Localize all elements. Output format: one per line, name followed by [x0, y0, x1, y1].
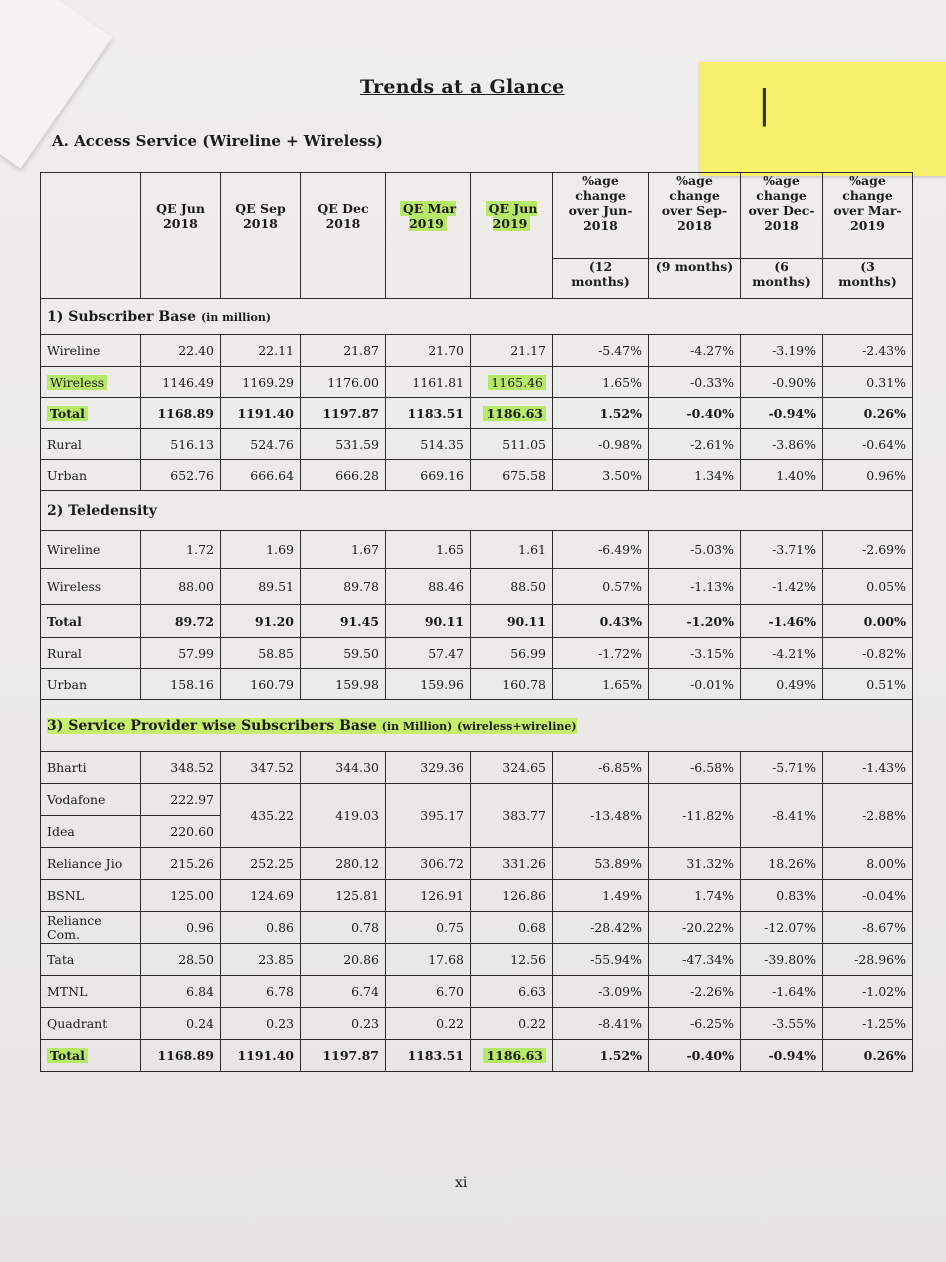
cell: 1.72: [141, 531, 221, 569]
cell: 31.32%: [649, 848, 741, 880]
cell: [471, 398, 553, 429]
cell: -11.82%: [649, 784, 741, 848]
cell: 1168.89: [141, 398, 221, 429]
cell: -3.15%: [649, 638, 741, 669]
cell: 666.28: [301, 460, 386, 491]
cell: -13.48%: [553, 784, 649, 848]
row-label: [41, 367, 141, 398]
cell: 0.86: [221, 912, 301, 944]
cell: 6.70: [386, 976, 471, 1008]
cell: 0.96%: [823, 460, 913, 491]
col-qe-mar-2019-label: QE Mar 2019: [400, 201, 456, 231]
cell: 1.61: [471, 531, 553, 569]
cell: 435.22: [221, 784, 301, 848]
col-qe-dec-2018: QE Dec 2018: [301, 173, 386, 299]
cell: -6.58%: [649, 752, 741, 784]
table-row: [41, 1040, 913, 1072]
cell: 516.13: [141, 429, 221, 460]
cell: 1197.87: [301, 398, 386, 429]
cell: 0.22: [386, 1008, 471, 1040]
cell: 91.20: [221, 605, 301, 638]
cell: -1.72%: [553, 638, 649, 669]
cell: 21.87: [301, 335, 386, 367]
cell: 1.40%: [741, 460, 823, 491]
col-qe-jun-2019: [471, 173, 553, 299]
cell: 324.65: [471, 752, 553, 784]
section-unit: (in Million): [381, 719, 453, 733]
section-subscriber-base: [41, 299, 913, 335]
section-provider-highlight: [47, 718, 577, 734]
cell: 160.79: [221, 669, 301, 700]
col-change-mar-2019: %age change over Mar-2019: [823, 173, 913, 259]
cell: 160.78: [471, 669, 553, 700]
cell: -8.41%: [741, 784, 823, 848]
row-label: Wireless: [41, 569, 141, 605]
sticky-note: [700, 62, 946, 176]
cell: 6.74: [301, 976, 386, 1008]
cell-highlight: 1186.63: [483, 406, 546, 421]
cell: -28.42%: [553, 912, 649, 944]
period-6-months: (6 months): [741, 259, 823, 299]
row-label-highlight: Wireless: [47, 375, 107, 390]
table-row: [41, 638, 913, 669]
cell: 252.25: [221, 848, 301, 880]
cell: 56.99: [471, 638, 553, 669]
cell: 348.52: [141, 752, 221, 784]
cell: 126.86: [471, 880, 553, 912]
cell: 1183.51: [386, 398, 471, 429]
cell: 159.98: [301, 669, 386, 700]
cell: 1.65%: [553, 367, 649, 398]
cell: 652.76: [141, 460, 221, 491]
col-change-dec-2018: %age change over Dec-2018: [741, 173, 823, 259]
row-label: Urban: [41, 460, 141, 491]
cell: -4.27%: [649, 335, 741, 367]
cell: 0.23: [221, 1008, 301, 1040]
cell: -1.25%: [823, 1008, 913, 1040]
cell: 1191.40: [221, 398, 301, 429]
cell: -4.21%: [741, 638, 823, 669]
cell: 57.99: [141, 638, 221, 669]
cell: -1.20%: [649, 605, 741, 638]
cell: 1.34%: [649, 460, 741, 491]
section-teledensity: 2) Teledensity: [41, 491, 913, 531]
row-label: Wireline: [41, 531, 141, 569]
header-row: [41, 173, 913, 259]
cell: -20.22%: [649, 912, 741, 944]
cell: -3.86%: [741, 429, 823, 460]
cell: 383.77: [471, 784, 553, 848]
provider-rows: [41, 848, 913, 1072]
cell: 531.59: [301, 429, 386, 460]
cell: -6.25%: [649, 1008, 741, 1040]
cell: 1183.51: [386, 1040, 471, 1072]
cell: 1161.81: [386, 367, 471, 398]
cell: 22.11: [221, 335, 301, 367]
cell: -0.94%: [741, 398, 823, 429]
teledensity-rows: [41, 531, 913, 700]
cell: 159.96: [386, 669, 471, 700]
period-3-months: (3 months): [823, 259, 913, 299]
cell: 215.26: [141, 848, 221, 880]
col-qe-sep-2018: QE Sep 2018: [221, 173, 301, 299]
row-label: Rural: [41, 429, 141, 460]
table-row: [41, 605, 913, 638]
cell: 17.68: [386, 944, 471, 976]
table-row: [41, 669, 913, 700]
table-row: [41, 531, 913, 569]
cell: -0.04%: [823, 880, 913, 912]
cell: 88.00: [141, 569, 221, 605]
cell: -8.67%: [823, 912, 913, 944]
row-label-highlight: Total: [47, 406, 88, 421]
cell: -2.61%: [649, 429, 741, 460]
row-label: Rural: [41, 638, 141, 669]
cell: 1169.29: [221, 367, 301, 398]
cell: 23.85: [221, 944, 301, 976]
row-label: Urban: [41, 669, 141, 700]
cell: -2.69%: [823, 531, 913, 569]
cell: 675.58: [471, 460, 553, 491]
row-label: Idea: [41, 816, 141, 848]
page-title: Trends at a Glance: [360, 76, 565, 98]
table-row: [41, 880, 913, 912]
cell: 124.69: [221, 880, 301, 912]
cell: 6.78: [221, 976, 301, 1008]
cell: -0.01%: [649, 669, 741, 700]
cell: 0.26%: [823, 398, 913, 429]
cell: -1.02%: [823, 976, 913, 1008]
cell: 91.45: [301, 605, 386, 638]
cell: -0.94%: [741, 1040, 823, 1072]
table-row: [41, 335, 913, 367]
cell: 0.05%: [823, 569, 913, 605]
cell: -28.96%: [823, 944, 913, 976]
cell: 0.22: [471, 1008, 553, 1040]
period-9-months: (9 months): [649, 259, 741, 299]
table-row: [41, 1008, 913, 1040]
cell: 344.30: [301, 752, 386, 784]
cell: 306.72: [386, 848, 471, 880]
table-row: [41, 367, 913, 398]
cell: 0.49%: [741, 669, 823, 700]
cell: -2.43%: [823, 335, 913, 367]
cell: -2.88%: [823, 784, 913, 848]
row-label: Total: [41, 605, 141, 638]
cell: 0.75: [386, 912, 471, 944]
cell-highlight: 1165.46: [488, 375, 546, 390]
cell: 0.68: [471, 912, 553, 944]
cell: 0.96: [141, 912, 221, 944]
cell: 53.89%: [553, 848, 649, 880]
cell: 12.56: [471, 944, 553, 976]
cell: -3.55%: [741, 1008, 823, 1040]
row-label: Bharti: [41, 752, 141, 784]
trends-table: [40, 172, 913, 1072]
cell: 0.57%: [553, 569, 649, 605]
cell: -1.64%: [741, 976, 823, 1008]
cell: -0.64%: [823, 429, 913, 460]
cell: -3.19%: [741, 335, 823, 367]
section-title: 3) Service Provider wise Subscribers Base: [47, 717, 377, 734]
cell: [471, 1040, 553, 1072]
cell: 0.43%: [553, 605, 649, 638]
table-row: [41, 784, 913, 816]
cell: 125.00: [141, 880, 221, 912]
cell: 89.78: [301, 569, 386, 605]
cell: -5.71%: [741, 752, 823, 784]
cell: 1.49%: [553, 880, 649, 912]
cell: -0.40%: [649, 1040, 741, 1072]
cell: 0.51%: [823, 669, 913, 700]
col-qe-mar-2019: [386, 173, 471, 299]
row-label: Reliance Jio: [41, 848, 141, 880]
table-row: [41, 429, 913, 460]
cell: 88.50: [471, 569, 553, 605]
cell: -5.47%: [553, 335, 649, 367]
cell: 1.74%: [649, 880, 741, 912]
cell: 524.76: [221, 429, 301, 460]
cell: 3.50%: [553, 460, 649, 491]
cell: -12.07%: [741, 912, 823, 944]
cell: 57.47: [386, 638, 471, 669]
cell: 90.11: [471, 605, 553, 638]
cell: 1.65: [386, 531, 471, 569]
cell: 1176.00: [301, 367, 386, 398]
table-row: [41, 848, 913, 880]
cell: 21.70: [386, 335, 471, 367]
cell: -0.90%: [741, 367, 823, 398]
table-row: [41, 976, 913, 1008]
col-change-sep-2018: %age change over Sep-2018: [649, 173, 741, 259]
cell: 58.85: [221, 638, 301, 669]
col-qe-jun-2019-label: QE Jun 2019: [486, 201, 538, 231]
cell: 0.31%: [823, 367, 913, 398]
cell: -1.13%: [649, 569, 741, 605]
row-label: MTNL: [41, 976, 141, 1008]
row-label: Quadrant: [41, 1008, 141, 1040]
cell: -0.33%: [649, 367, 741, 398]
cell: -0.98%: [553, 429, 649, 460]
cell: -8.41%: [553, 1008, 649, 1040]
cell: -0.40%: [649, 398, 741, 429]
cell: 220.60: [141, 816, 221, 848]
section-provider-base: [41, 700, 913, 752]
cell: -6.49%: [553, 531, 649, 569]
section-heading-row: [41, 491, 913, 531]
cell: 88.46: [386, 569, 471, 605]
cell: -1.42%: [741, 569, 823, 605]
cell: 511.05: [471, 429, 553, 460]
cell: 20.86: [301, 944, 386, 976]
cell: 6.63: [471, 976, 553, 1008]
row-label: [41, 398, 141, 429]
table-row: [41, 569, 913, 605]
section-heading-row: [41, 299, 913, 335]
cell: -47.34%: [649, 944, 741, 976]
cell: 395.17: [386, 784, 471, 848]
cell: 1146.49: [141, 367, 221, 398]
cell: 1.52%: [553, 1040, 649, 1072]
cell: 329.36: [386, 752, 471, 784]
cell: -0.82%: [823, 638, 913, 669]
cell: 0.26%: [823, 1040, 913, 1072]
section-note: (wireless+wireline): [457, 719, 577, 733]
cell: 280.12: [301, 848, 386, 880]
cell: 0.23: [301, 1008, 386, 1040]
row-label: Reliance Com.: [41, 912, 141, 944]
cell: -2.26%: [649, 976, 741, 1008]
cell: 1168.89: [141, 1040, 221, 1072]
cell: 1.69: [221, 531, 301, 569]
cell: 514.35: [386, 429, 471, 460]
cell: -3.71%: [741, 531, 823, 569]
cell: 1191.40: [221, 1040, 301, 1072]
subscriber-base-rows: [41, 335, 913, 491]
cell: 89.51: [221, 569, 301, 605]
table-row: [41, 912, 913, 944]
cell: 59.50: [301, 638, 386, 669]
table-row: [41, 752, 913, 784]
cell: 6.84: [141, 976, 221, 1008]
col-qe-jun-2018: QE Jun 2018: [141, 173, 221, 299]
cell: 0.00%: [823, 605, 913, 638]
cell: 347.52: [221, 752, 301, 784]
cell: 125.81: [301, 880, 386, 912]
cell: [471, 367, 553, 398]
cell: 331.26: [471, 848, 553, 880]
cell: 22.40: [141, 335, 221, 367]
cell: -55.94%: [553, 944, 649, 976]
cell: 666.64: [221, 460, 301, 491]
row-label: [41, 1040, 141, 1072]
cell: 28.50: [141, 944, 221, 976]
section-title: 1) Subscriber Base: [47, 308, 197, 325]
cell: -3.09%: [553, 976, 649, 1008]
cell: -1.43%: [823, 752, 913, 784]
row-label: Vodafone: [41, 784, 141, 816]
col-change-jun-2018: %age change over Jun-2018: [553, 173, 649, 259]
row-label: BSNL: [41, 880, 141, 912]
cell: 1.65%: [553, 669, 649, 700]
row-label-highlight: Total: [47, 1048, 88, 1063]
cell: 126.91: [386, 880, 471, 912]
cell: 0.78: [301, 912, 386, 944]
cell: 21.17: [471, 335, 553, 367]
cell: 89.72: [141, 605, 221, 638]
sticky-note-mark: |: [758, 82, 771, 126]
cell: -1.46%: [741, 605, 823, 638]
section-heading-row: [41, 700, 913, 752]
cell: 1.67: [301, 531, 386, 569]
table-row: [41, 944, 913, 976]
header-blank: [41, 173, 141, 299]
cell: -5.03%: [649, 531, 741, 569]
section-subtitle: A. Access Service (Wireline + Wireless): [52, 132, 383, 150]
cell: 1197.87: [301, 1040, 386, 1072]
cell: 1.52%: [553, 398, 649, 429]
table-row: [41, 398, 913, 429]
table-row: [41, 460, 913, 491]
cell: 8.00%: [823, 848, 913, 880]
cell: 419.03: [301, 784, 386, 848]
cell: 158.16: [141, 669, 221, 700]
cell: -6.85%: [553, 752, 649, 784]
section-unit: (in million): [200, 310, 272, 324]
cell: 90.11: [386, 605, 471, 638]
page-number: xi: [455, 1175, 468, 1191]
cell: 222.97: [141, 784, 221, 816]
cell: -39.80%: [741, 944, 823, 976]
cell: 18.26%: [741, 848, 823, 880]
row-label: Wireline: [41, 335, 141, 367]
row-label: Tata: [41, 944, 141, 976]
cell-highlight: 1186.63: [483, 1048, 546, 1063]
period-12-months: (12 months): [553, 259, 649, 299]
cell: 669.16: [386, 460, 471, 491]
cell: 0.83%: [741, 880, 823, 912]
cell: 0.24: [141, 1008, 221, 1040]
